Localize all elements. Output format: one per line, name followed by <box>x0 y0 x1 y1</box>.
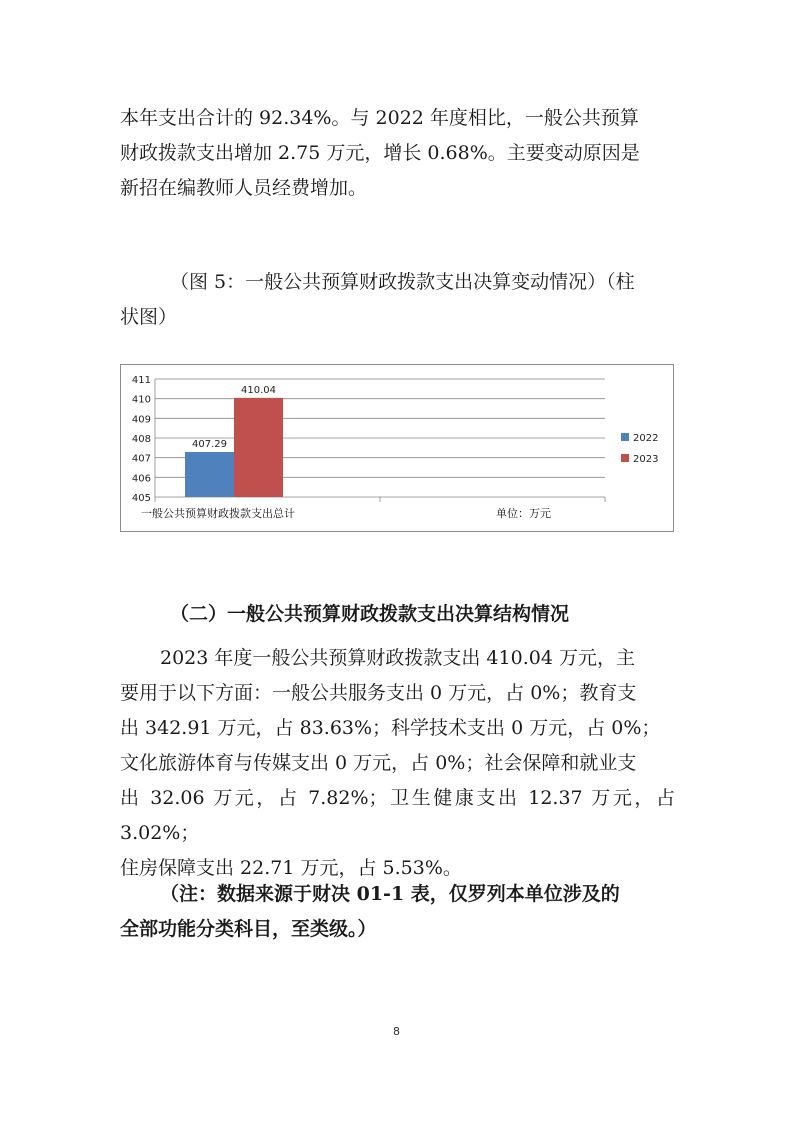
paragraph-structure <box>120 641 675 886</box>
data-label-2022: 407.29 <box>192 438 227 450</box>
paragraph-top-line-2: 财政拨款支出增加 2.75 万元，增长 0.68%。主要变动原因是 <box>120 142 640 164</box>
paragraph-top-line-1: 本年支出合计的 92.34%。与 2022 年度相比，一般公共预算 <box>120 107 639 129</box>
note <box>120 877 675 947</box>
bar-chart <box>120 364 674 532</box>
legend-label-2023: 2023 <box>633 454 659 465</box>
figure-caption-line-1: （图 5：一般公共预算财政拨款支出决算变动情况）（柱 <box>170 271 635 293</box>
legend-swatch-2023 <box>621 454 629 462</box>
y-tick-label-0: 405 <box>131 493 151 504</box>
paragraph-structure-line-1: 2023 年度一般公共预算财政拨款支出 410.04 万元，主 <box>160 647 635 669</box>
figure-caption <box>120 265 675 335</box>
page-number: 8 <box>393 1025 400 1038</box>
figure-caption-line-2: 状图） <box>120 306 178 328</box>
paragraph-top <box>120 101 675 206</box>
data-label-2023: 410.04 <box>241 384 276 396</box>
legend-label-2022: 2022 <box>633 433 659 444</box>
paragraph-structure-line-4: 文化旅游体育与传媒支出 0 万元，占 0%；社会保障和就业支 <box>120 752 637 774</box>
paragraph-structure-line-6: 住房保障支出 22.71 万元，占 5.53%。 <box>120 857 462 879</box>
paragraph-structure-line-3: 出 342.91 万元，占 83.63%；科学技术支出 0 万元，占 0%； <box>120 717 661 739</box>
unit-label: 单位：万元 <box>496 507 551 520</box>
paragraph-structure-line-5: 出 32.06 万元，占 7.82%；卫生健康支出 12.37 万元，占 3.02%； <box>120 787 675 844</box>
y-tick-label-4: 409 <box>131 414 151 426</box>
y-tick-label-3: 408 <box>131 434 151 445</box>
bar-chart-svg <box>121 365 673 531</box>
legend-swatch-2022 <box>621 433 629 441</box>
category-label: 一般公共预算财政拨款支出总计 <box>141 507 295 520</box>
paragraph-structure-line-2: 要用于以下方面：一般公共服务支出 0 万元，占 0%；教育支 <box>120 682 637 704</box>
y-tick-label-6: 411 <box>131 375 151 386</box>
bar-2022 <box>185 452 234 497</box>
bar-2023 <box>234 398 283 497</box>
section-heading: （二）一般公共预算财政拨款支出决算结构情况 <box>170 603 570 625</box>
note-line-1: （注：数据来源于财决 01-1 表，仅罗列本单位涉及的 <box>160 883 620 905</box>
paragraph-top-line-3: 新招在编教师人员经费增加。 <box>120 177 368 199</box>
y-tick-label-2: 407 <box>131 453 151 465</box>
y-tick-label-1: 406 <box>131 473 151 485</box>
y-tick-label-5: 410 <box>131 394 151 406</box>
note-line-2: 全部功能分类科目，至类级。） <box>120 918 377 940</box>
